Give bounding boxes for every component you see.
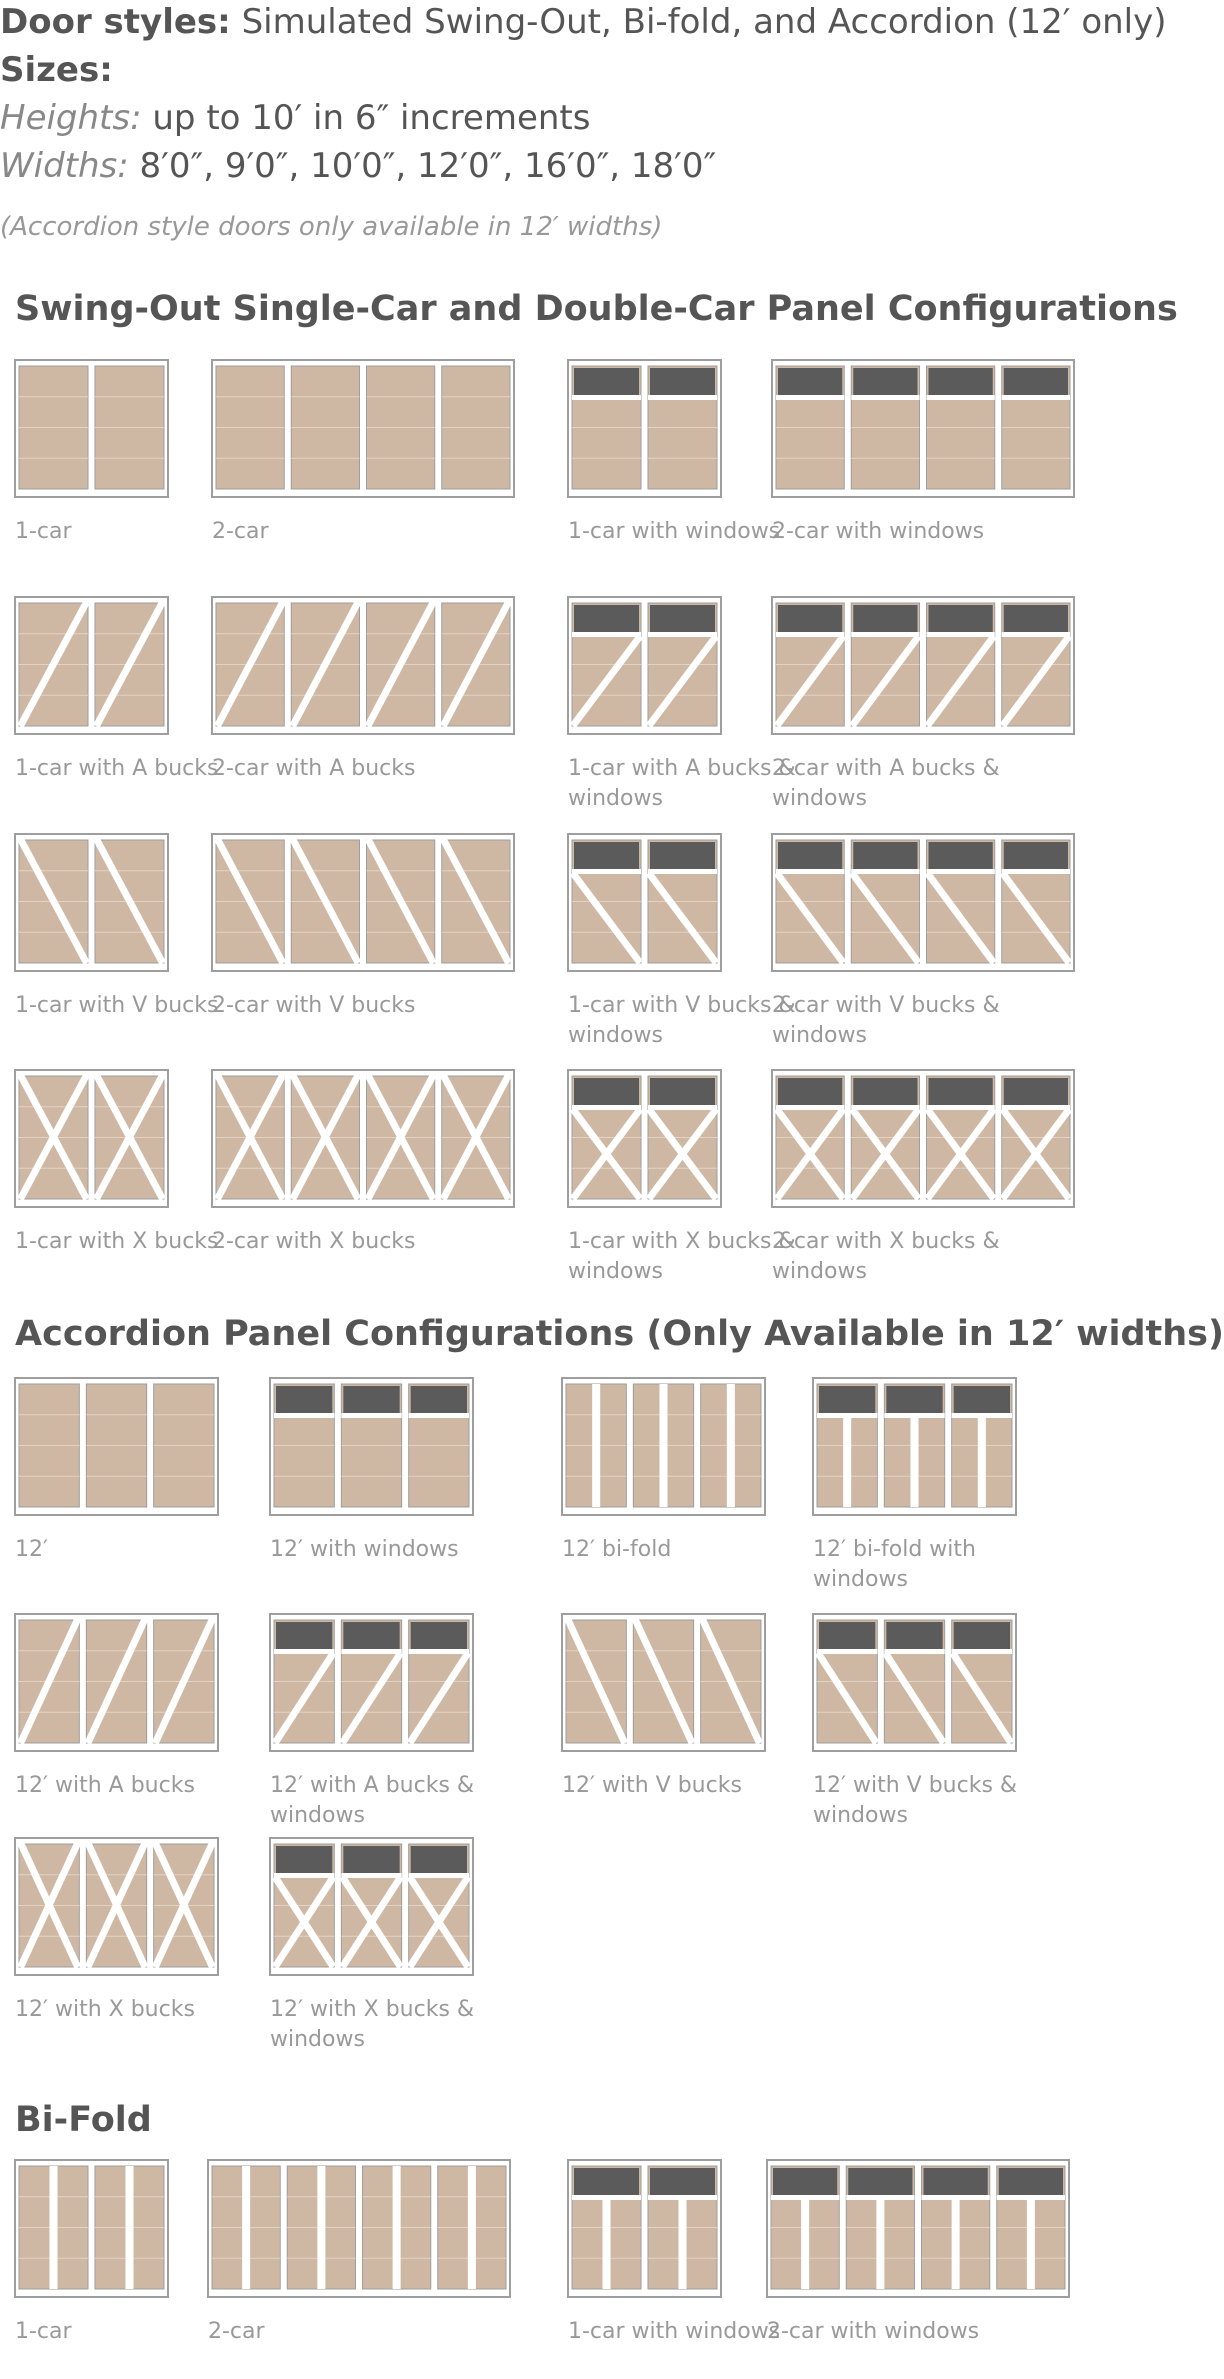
door-caption: 1-car with X bucks (15, 1229, 219, 1254)
door-styles-line (0, 2, 1167, 42)
bi-fold-stile (843, 1418, 851, 1507)
door-panel (997, 2166, 1065, 2289)
window-pane (650, 1078, 715, 1105)
swing-out-section-title: Swing-Out Single-Car and Double-Car Panel Configurations (15, 289, 1178, 329)
door-panel (851, 366, 919, 489)
door-caption: 1-car (15, 2319, 72, 2344)
door-panel (851, 840, 919, 963)
door-panel (19, 2166, 88, 2289)
door-caption: 1-car with windows (568, 2319, 781, 2344)
window-pane (650, 842, 715, 869)
door-panel (572, 840, 641, 963)
door-panel (771, 2166, 839, 2289)
door-panel (409, 1844, 469, 1967)
window-pane (778, 605, 842, 632)
window-pane (853, 1078, 917, 1105)
door-panel (648, 2166, 717, 2289)
door-panel (154, 1384, 214, 1507)
garage-door-illustration (568, 834, 721, 971)
heights-value: up to 10′ in 6″ increments (152, 98, 591, 138)
window-pane (1004, 368, 1068, 395)
door-panel (648, 1076, 717, 1199)
garage-door-illustration (15, 1378, 218, 1515)
door-panel (442, 840, 510, 963)
garage-door-illustration (212, 1070, 514, 1207)
window-pane (276, 1846, 332, 1873)
door-panel (884, 1384, 944, 1507)
door-panel (291, 840, 359, 963)
window-pane (954, 1622, 1010, 1649)
window-pane (929, 1078, 993, 1105)
window-pane (343, 1846, 399, 1873)
door-panel (648, 840, 717, 963)
door-panel (648, 366, 717, 489)
window-pane (1004, 605, 1068, 632)
door-panel (952, 1384, 1012, 1507)
window-pane (778, 1078, 842, 1105)
door-panel (363, 2166, 431, 2289)
sizes-line (0, 50, 113, 90)
window-pane (650, 368, 715, 395)
door-panel (701, 1384, 761, 1507)
door-panel (154, 1844, 214, 1967)
door-panel (95, 366, 164, 489)
bi-fold-stile (50, 2166, 58, 2289)
door-caption: 12′ with windows (270, 1537, 459, 1562)
bi-fold-section-title: Bi-Fold (15, 2100, 152, 2140)
door-panel (367, 1076, 435, 1199)
door-panel (633, 1384, 693, 1507)
window-pane (574, 368, 639, 395)
door-panel (1002, 603, 1070, 726)
door-panel (633, 1620, 693, 1743)
window-pane (574, 2168, 639, 2195)
door-panel (274, 1384, 334, 1507)
garage-door-illustration (208, 2160, 510, 2297)
heights-label: Heights: (0, 98, 142, 138)
bi-fold-stile (801, 2200, 809, 2289)
door-panel (442, 1076, 510, 1199)
door-panel (817, 1620, 877, 1743)
door-panel (86, 1844, 146, 1967)
garage-door-illustration (562, 1614, 765, 1751)
door-panel (95, 603, 164, 726)
window-pane (999, 2168, 1063, 2195)
garage-door-illustration (270, 1378, 473, 1515)
window-pane (411, 1386, 467, 1413)
garage-door-illustration (15, 597, 168, 734)
window-pane (819, 1622, 875, 1649)
door-panel (776, 366, 844, 489)
door-panel (95, 1076, 164, 1199)
door-panel (291, 366, 359, 489)
window-pane (574, 605, 639, 632)
garage-door-illustration (568, 2160, 721, 2297)
garage-door-illustration (562, 1378, 765, 1515)
garage-door-illustration (15, 2160, 168, 2297)
window-pane (886, 1622, 942, 1649)
bi-fold-stile (242, 2166, 250, 2289)
door-styles-label: Door styles: (0, 2, 231, 42)
door-panel (572, 366, 641, 489)
door-caption: 2-car with V bucks & windows (772, 993, 1000, 1048)
bi-fold-stile (952, 2200, 960, 2289)
bi-fold-stile (317, 2166, 325, 2289)
door-panel (367, 603, 435, 726)
door-caption: 12′ bi-fold with windows (813, 1537, 976, 1592)
garage-door-illustration (568, 360, 721, 497)
bi-fold-stile (978, 1418, 986, 1507)
window-pane (853, 605, 917, 632)
bi-fold-stile (660, 1384, 668, 1507)
door-panel (291, 1076, 359, 1199)
bi-fold-stile (1027, 2200, 1035, 2289)
widths-value: 8′0″, 9′0″, 10′0″, 12′0″, 16′0″, 18′0″ (139, 146, 717, 186)
door-panel (86, 1620, 146, 1743)
door-caption: 1-car with V bucks & windows (568, 993, 796, 1048)
window-pane (411, 1846, 467, 1873)
door-panel (442, 603, 510, 726)
door-panel (154, 1620, 214, 1743)
door-caption: 12′ bi-fold (562, 1537, 672, 1562)
door-panel (19, 1620, 79, 1743)
door-panel (572, 603, 641, 726)
window-pane (819, 1386, 875, 1413)
window-pane (853, 368, 917, 395)
window-pane (1004, 842, 1068, 869)
door-caption: 1-car (15, 519, 72, 544)
door-caption: 1-car with V bucks (15, 993, 219, 1018)
garage-door-illustration (270, 1614, 473, 1751)
door-panel (648, 603, 717, 726)
widths-line (0, 146, 716, 186)
door-panel (216, 603, 284, 726)
door-caption: 1-car with A bucks (15, 756, 219, 781)
door-caption: 12′ with A bucks (15, 1773, 195, 1798)
window-pane (574, 1078, 639, 1105)
garage-door-illustration (772, 597, 1074, 734)
door-panel (367, 366, 435, 489)
door-caption: 12′ with X bucks & windows (270, 1997, 475, 2052)
door-panel (572, 2166, 641, 2289)
window-pane (778, 842, 842, 869)
door-panel (572, 1076, 641, 1199)
door-caption: 2-car (208, 2319, 265, 2344)
door-panel (19, 840, 88, 963)
door-panel (1002, 366, 1070, 489)
door-caption: 2-car with X bucks & windows (772, 1229, 1000, 1284)
window-pane (343, 1622, 399, 1649)
door-panel (216, 840, 284, 963)
door-panel (927, 603, 995, 726)
window-pane (1004, 1078, 1068, 1105)
window-pane (929, 368, 993, 395)
door-panel (274, 1620, 334, 1743)
door-panel (19, 366, 88, 489)
door-caption: 2-car with A bucks (212, 756, 416, 781)
door-panel (884, 1620, 944, 1743)
bi-fold-stile (911, 1418, 919, 1507)
door-panel (19, 1844, 79, 1967)
window-pane (853, 842, 917, 869)
garage-door-illustration (772, 1070, 1074, 1207)
bi-fold-stile (727, 1384, 735, 1507)
heights-line (0, 98, 590, 138)
door-caption: 2-car with X bucks (212, 1229, 416, 1254)
door-panel (341, 1384, 401, 1507)
window-pane (929, 605, 993, 632)
bi-fold-stile (468, 2166, 476, 2289)
bi-fold-stile (876, 2200, 884, 2289)
door-caption: 2-car with V bucks (212, 993, 416, 1018)
door-caption: 1-car with windows (568, 519, 781, 544)
bi-fold-stile (393, 2166, 401, 2289)
window-pane (924, 2168, 988, 2195)
door-panel (19, 603, 88, 726)
window-pane (778, 368, 842, 395)
garage-door-illustration (212, 597, 514, 734)
garage-door-illustration (15, 1614, 218, 1751)
bi-fold-stile (126, 2166, 134, 2289)
garage-door-illustration (15, 1838, 218, 1975)
door-panel (851, 1076, 919, 1199)
widths-label: Widths: (0, 146, 129, 186)
door-panel (846, 2166, 914, 2289)
door-caption: 1-car with X bucks & windows (568, 1229, 796, 1284)
door-panel (927, 840, 995, 963)
garage-door-illustration (270, 1838, 473, 1975)
door-caption: 2-car (212, 519, 269, 544)
door-panel (409, 1384, 469, 1507)
bi-fold-stile (603, 2200, 611, 2289)
door-panel (86, 1384, 146, 1507)
door-panel (95, 2166, 164, 2289)
door-panel (952, 1620, 1012, 1743)
window-pane (650, 2168, 715, 2195)
garage-door-illustration (15, 834, 168, 971)
door-panel (409, 1620, 469, 1743)
door-caption: 12′ with V bucks & windows (813, 1773, 1018, 1828)
door-panel (927, 366, 995, 489)
door-panel (1002, 1076, 1070, 1199)
door-caption: 12′ with X bucks (15, 1997, 195, 2022)
window-pane (574, 842, 639, 869)
window-pane (773, 2168, 837, 2195)
garage-door-illustration (772, 360, 1074, 497)
garage-door-illustration (15, 360, 168, 497)
garage-door-illustration (568, 597, 721, 734)
door-panel (566, 1384, 626, 1507)
door-panel (341, 1844, 401, 1967)
door-panel (367, 840, 435, 963)
door-panel (212, 2166, 280, 2289)
garage-door-illustration (813, 1378, 1016, 1515)
door-panel (438, 2166, 506, 2289)
door-caption: 2-car with A bucks & windows (772, 756, 1000, 811)
door-panel (927, 1076, 995, 1199)
door-caption: 2-car with windows (772, 519, 985, 544)
accordion-section-title: Accordion Panel Configurations (Only Available in 12′ widths) (15, 1314, 1224, 1354)
door-panel (19, 1076, 88, 1199)
garage-door-illustration (15, 1070, 168, 1207)
door-panel (216, 366, 284, 489)
window-pane (411, 1622, 467, 1649)
door-caption: 12′ (15, 1537, 48, 1562)
window-pane (276, 1622, 332, 1649)
garage-door-illustration (813, 1614, 1016, 1751)
window-pane (848, 2168, 912, 2195)
door-panel (341, 1620, 401, 1743)
door-panel (922, 2166, 990, 2289)
door-styles-value: Simulated Swing-Out, Bi-fold, and Accordion (12′ only) (241, 2, 1167, 42)
garage-door-illustration (767, 2160, 1069, 2297)
door-panel (19, 1384, 79, 1507)
window-pane (929, 842, 993, 869)
door-panel (776, 840, 844, 963)
door-panel (442, 366, 510, 489)
door-caption: 12′ with V bucks (562, 1773, 742, 1798)
door-caption: 1-car with A bucks & windows (568, 756, 796, 811)
window-pane (954, 1386, 1010, 1413)
door-panel (566, 1620, 626, 1743)
window-pane (276, 1386, 332, 1413)
door-panel (817, 1384, 877, 1507)
garage-door-illustration (212, 834, 514, 971)
accordion-width-note: (Accordion style doors only available in 12′ widths) (0, 212, 663, 242)
window-pane (343, 1386, 399, 1413)
sizes-label: Sizes: (0, 50, 113, 90)
bi-fold-stile (592, 1384, 600, 1507)
garage-door-illustration (212, 360, 514, 497)
door-panel (274, 1844, 334, 1967)
door-panel (776, 1076, 844, 1199)
window-pane (886, 1386, 942, 1413)
door-caption: 2-car with windows (767, 2319, 980, 2344)
door-panel (95, 840, 164, 963)
garage-door-illustration (568, 1070, 721, 1207)
door-panel (1002, 840, 1070, 963)
door-panel (776, 603, 844, 726)
door-panel (851, 603, 919, 726)
door-panel (216, 1076, 284, 1199)
door-panel (287, 2166, 355, 2289)
window-pane (650, 605, 715, 632)
door-caption: 12′ with A bucks & windows (270, 1773, 475, 1828)
bi-fold-stile (679, 2200, 687, 2289)
door-panel (701, 1620, 761, 1743)
door-panel (291, 603, 359, 726)
garage-door-illustration (772, 834, 1074, 971)
